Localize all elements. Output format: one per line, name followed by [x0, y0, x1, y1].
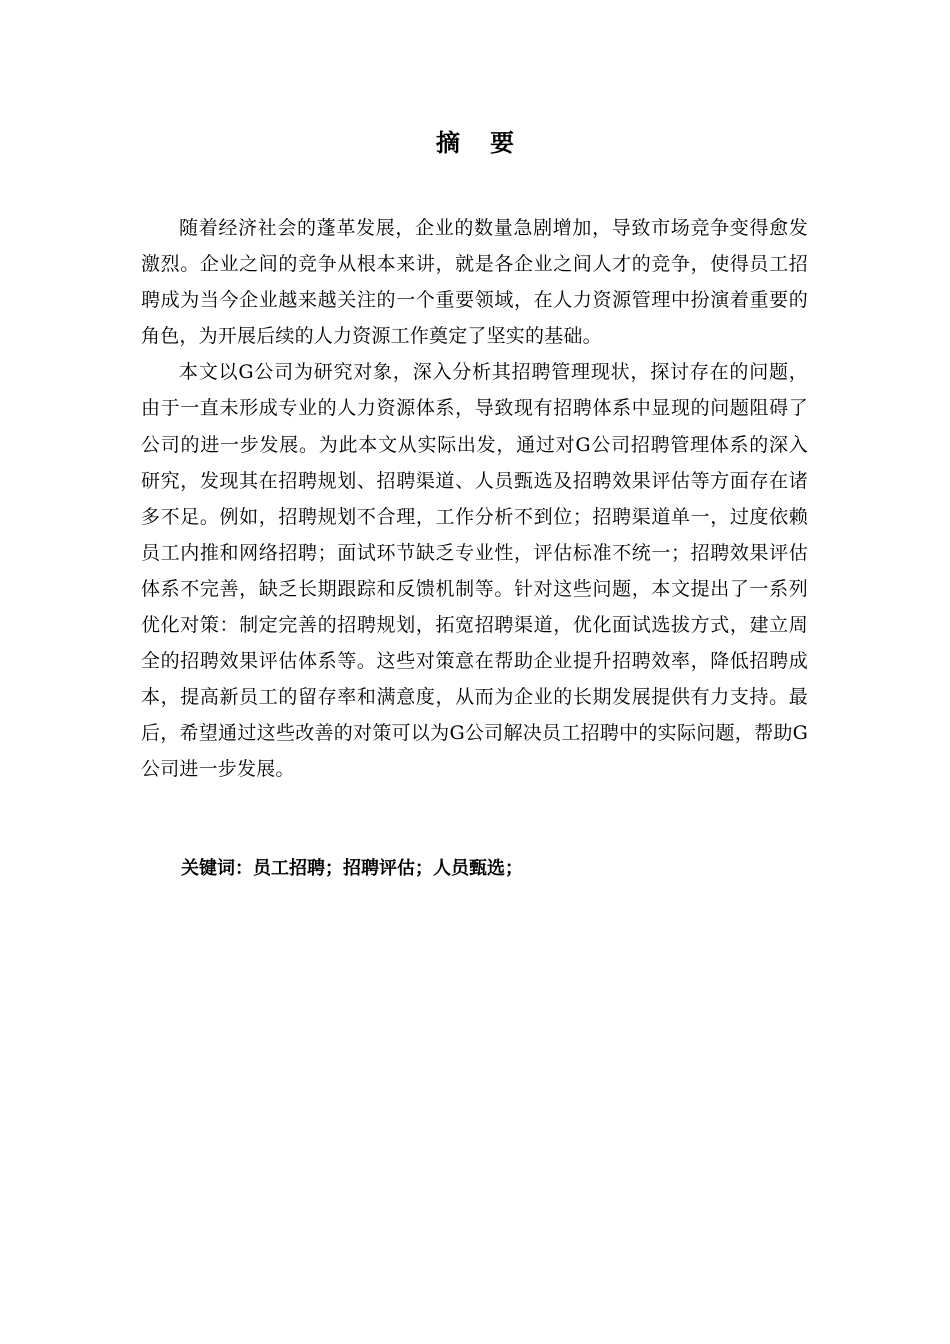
abstract-paragraph-1: 随着经济社会的蓬革发展，企业的数量急剧增加，导致市场竞争变得愈发激烈。企业之间的竞争从根本来讲，就是各企业之间人才的竞争，使得员工招聘成为当今企业越来越关注的一个重要领域，在人力资源管理中扮演着重要的角色，为开展后续的人力资源工作奠定了坚实的基础。 [141, 217, 808, 348]
abstract-title-part2: 要 [490, 129, 514, 157]
abstract-paragraph-2: 本文以G公司为研究对象，深入分析其招聘管理现状，探讨存在的问题，由于一直未形成专业的人力资源体系，导致现有招聘体系中显现的问题阻碍了公司的进一步发展。为此本文从实际出发，通过对G公司招聘管理体系的深入研究，发现其在招聘规划、招聘渠道、人员甄选及招聘效果评估等方面存在诸多不足。例如，招聘规划不合理，工作分析不到位；招聘渠道单一，过度依赖员工内推和网络招聘；面试环节缺乏专业性，评估标准不统一；招聘效果评估体系不完善，缺乏长期跟踪和反馈机制等。针对这些问题，本文提出了一系列优化对策：制定完善的招聘规划，拓宽招聘渠道，优化面试选拔方式，建立周全的招聘效果评估体系等。这些对策意在帮助企业提升招聘效率，降低招聘成本，提高新员工的留存率和满意度，从而为企业的长期发展提供有力支持。最后，希望通过这些改善的对策可以为G公司解决员工招聘中的实际问题，帮助G公司进一步发展。 [141, 361, 808, 781]
abstract-title-part1: 摘 [436, 129, 460, 157]
keywords-line: 关键词：员工招聘；招聘评估；人员甄选； [181, 858, 523, 879]
abstract-title [0, 126, 950, 160]
abstract-body [141, 210, 808, 788]
